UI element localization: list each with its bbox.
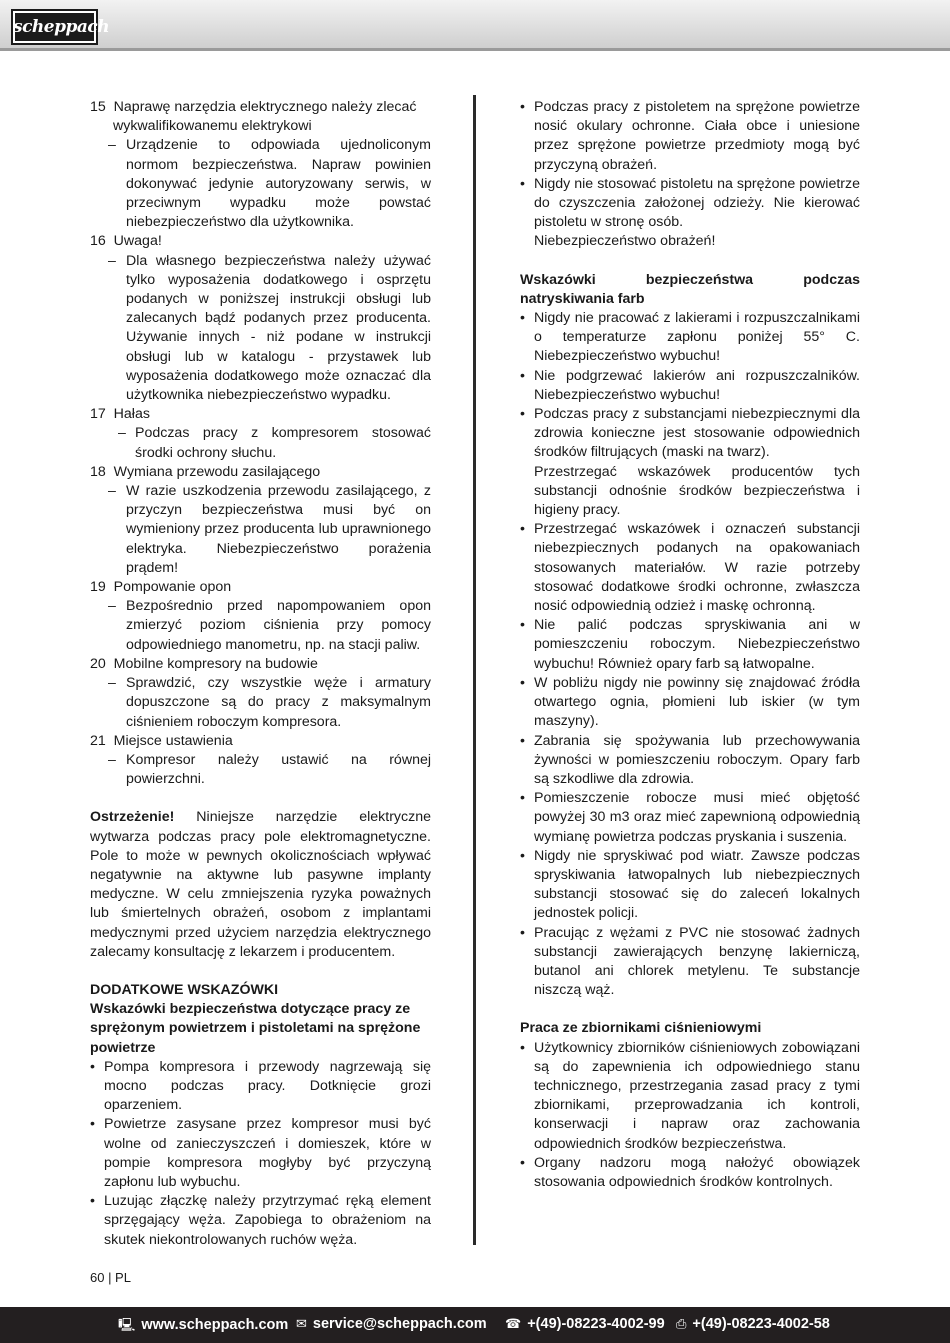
spray-note: Przestrzegać wskazówek producentów tych substancji odnośnie środków bezpieczeństwa i higieny pracy. <box>534 463 860 519</box>
envelope-icon: ✉ <box>296 1317 307 1332</box>
list-item: • Pompa kompresora i przewody nagrzewają się mocno podczas pracy. Dotknięcie grozi oparzeniem. <box>90 1058 431 1114</box>
left-column <box>90 98 431 1250</box>
list-item: • Podczas pracy z substancjami niebezpiecznymi dla zdrowia konieczne jest stosowanie odpowiednich środków filtrujących (maski na twarz). <box>520 406 860 461</box>
section-15-title: 15 Naprawę narzędzia elektrycznego należy zlecać wykwalifikowanemu elektrykowi <box>90 99 417 135</box>
footer-email[interactable]: ✉ service@scheppach.com <box>296 1316 487 1332</box>
right-column <box>520 98 860 1192</box>
section-19-item: – Bezpośrednio przed napompowaniem opon zmierzyć poziom ciśnienia przy pomocy odpowiedniego manometru, np. na stacji paliw. <box>108 598 431 653</box>
section-21-title: 21 Miejsce ustawienia <box>90 732 233 749</box>
list-item: • Nigdy nie spryskiwać pod wiatr. Zawsze podczas spryskiwania łatwopalnych lub niebezpiecznych substancji stosować się do zaleceń lokalnych jednostek policji. <box>520 847 860 922</box>
list-item: • Luzując złączkę należy przytrzymać ręką element sprzęgający węża. Zapobiega to obrażeniom na skutek niekontrolowanych ruchów węża. <box>90 1193 431 1248</box>
list-item: • Podczas pracy z pistoletem na sprężone powietrze nosić okulary ochronne. Ciała obce i uniesione przez sprężone powietrze przedmioty mogą być przyczyną obrażeń. <box>520 99 860 173</box>
phone-icon: ☎ <box>505 1317 522 1332</box>
scheppach-logo: scheppach <box>11 9 98 45</box>
list-item: • Nigdy nie pracować z lakierami i rozpuszczalnikami o temperaturze zapłonu poniżej 55° C. Niebezpieczeństwo wybuchu! <box>520 310 860 365</box>
section-20-title: 20 Mobilne kompresory na budowie <box>90 655 318 672</box>
section-16-title: 16 Uwaga! <box>90 233 162 250</box>
list-item: • Nigdy nie stosować pistoletu na sprężone powietrze do czyszczenia założonej odzieży. Nie kierować pistoletu w stronę osób. <box>520 175 860 231</box>
footer-website[interactable]: 🖳 www.scheppach.com <box>118 1317 289 1333</box>
fax-icon: ⎙ <box>676 1317 687 1332</box>
list-item: • Organy nadzoru mogą nałożyć obowiązek stosowania odpowiednich środków kontrolnych. <box>520 1154 860 1190</box>
air-safety-heading: Wskazówki bezpieczeństwa dotyczące pracy ze sprężonym powietrzem i pistoletami na sprężone powietrze <box>90 1001 421 1056</box>
list-item: • Przestrzegać wskazówek i oznaczeń substancji niebezpiecznych podanych na opakowaniach stosowanych materiałów. W razie potrzeby stosować dodatkowe środki ochronne, zwłaszcza nosić odpowiednią odzież i maskę ochronną. <box>520 521 860 615</box>
section-18-title: 18 Wymiana przewodu zasilającego <box>90 463 321 480</box>
section-20-item: – Sprawdzić, czy wszystkie węże i armatury dopuszczone są do pracy z maksymalnym ciśnieniem roboczym kompresora. <box>108 675 431 730</box>
section-19-title: 19 Pompowanie opon <box>90 579 232 596</box>
column-divider <box>473 95 476 1245</box>
page-header <box>0 0 950 51</box>
section-21-item: – Kompresor należy ustawić na równej powierzchni. <box>108 751 431 788</box>
list-item: • Zabrania się spożywania lub przechowywania żywności w pomieszczeniu roboczym. Opary farb są szkodliwe dla zdrowia. <box>520 732 860 787</box>
section-15-item: – Urządzenie to odpowiada ujednoliconym normom bezpieczeństwa. Napraw powinien dokonywać jedynie autoryzowany serwis, w przeciwnym wypadku może powstać niebezpieczeństwo dla użytkownika. <box>108 137 431 231</box>
footer-fax: ⎙ +(49)-08223-4002-58 <box>676 1316 830 1332</box>
page-number: 60 | PL <box>90 1270 131 1285</box>
list-item: • Pomieszczenie robocze musi mieć objętość powyżej 30 m3 oraz mieć zapewnioną odpowiednią wymianę powietrza podczas pryskania i suszenia. <box>520 790 860 845</box>
extra-heading: DODATKOWE WSKAZÓWKI <box>90 981 279 998</box>
footer-phone: ☎ +(49)-08223-4002-99 <box>505 1316 665 1332</box>
spray-safety-heading: Wskazówki bezpieczeństwa podczas natryskiwania farb <box>520 271 860 307</box>
air-danger-note: Niebezpieczeństwo obrażeń! <box>534 233 716 250</box>
page-footer <box>0 1307 950 1343</box>
computer-icon: 🖳 <box>118 1318 136 1333</box>
list-item: • Powietrze zasysane przez kompresor musi być wolne od zanieczyszczeń i domieszek, które w pompie kompresora mogłyby być przyczyną zapłonu lub wybuchu. <box>90 1116 431 1190</box>
list-item: • Nie palić podczas spryskiwania ani w pomieszczeniu roboczym. Niebezpieczeństwo wybuchu! Również opary farb są łatwopalne. <box>520 617 860 672</box>
section-16-item: – Dla własnego bezpieczeństwa należy używać tylko wyposażenia dodatkowego i osprzętu podanych w poniższej instrukcji obsługi lub zalecanych bądź podanych przez producenta. Używanie innych - niż podane w instrukcji obsługi lub w katalogu - przystawek lub wyposażenia dodatkowego może oznaczać dla użytkownika niebezpieczeństwo wypadku. <box>108 252 431 404</box>
section-17-item: – Podczas pracy z kompresorem stosować środki ochrony słuchu. <box>118 425 431 461</box>
list-item: • W pobliżu nigdy nie powinny się znajdować źródła otwartego ognia, płomieni lub iskier (w tym maszyny). <box>520 674 860 730</box>
warning-label: Ostrzeżenie! <box>90 809 175 826</box>
list-item: • Pracując z wężami z PVC nie stosować żadnych substancji zawierających benzynę lakierniczą, butanol ani chlorek metylenu. Te substancje niszczą wąż. <box>520 924 860 999</box>
section-17-title: 17 Hałas <box>90 406 150 423</box>
list-item: • Nie podgrzewać lakierów ani rozpuszczalników. Niebezpieczeństwo wybuchu! <box>520 367 860 403</box>
list-item: • Użytkownicy zbiorników ciśnieniowych zobowiązani są do zapewnienia ich odpowiedniego stanu technicznego, przestrzegania zasad pracy z tymi zbiornikami, przeprowadzania ich kontroli, konserwacji i napraw oraz zachowania odpowiednich środków bezpieczeństwa. <box>520 1039 860 1152</box>
emf-warning: Ostrzeżenie! Niniejsze narzędzie elektryczne wytwarza podczas pracy pole elektromagnetyczne. Pole to może w pewnych okolicznościach wpływać negatywnie na aktywne lub pasywne implanty medyczne. W celu zmniejszenia ryzyka poważnych lub śmiertelnych obrażeń, osobom z implantami medycznymi przed użyciem narzędzia elektrycznego zalecamy konsultację z lekarzem i producentem. <box>90 809 431 960</box>
section-18-item: – W razie uszkodzenia przewodu zasilającego, z przyczyn bezpieczeństwa musi być on wymieniony przez producenta lub uprawnionego elektryka. Niebezpieczeństwo porażenia prądem! <box>108 483 431 576</box>
pressure-tank-heading: Praca ze zbiornikami ciśnieniowymi <box>520 1020 762 1037</box>
